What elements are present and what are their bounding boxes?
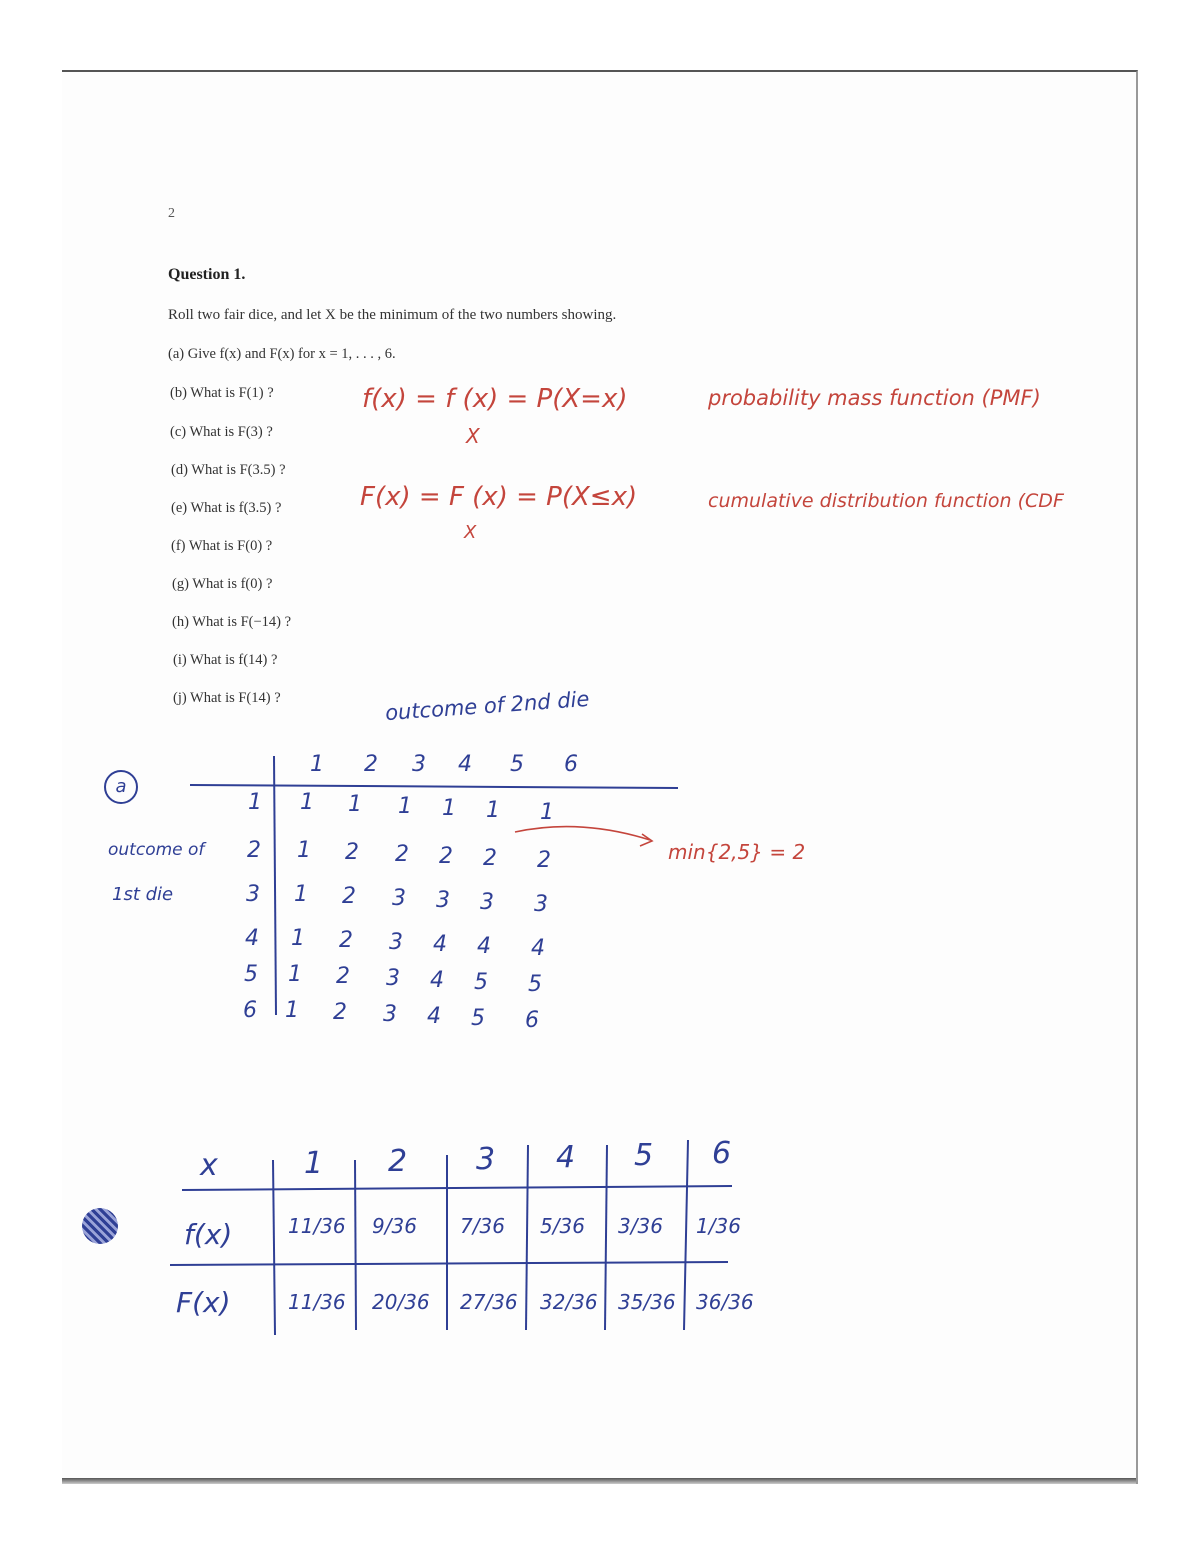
- grid-row-label: 6: [243, 998, 257, 1023]
- grid-cell: 1: [300, 790, 314, 815]
- grid-cell: 2: [395, 842, 409, 867]
- question-intro: Roll two fair dice, and let X be the minimum of the two numbers showing.: [168, 307, 617, 323]
- grid-cell: 2: [342, 884, 356, 909]
- row-header-title-1: outcome of: [108, 840, 205, 860]
- grid-cell: 2: [345, 840, 359, 865]
- part-j: (j) What is F(14) ?: [173, 690, 281, 706]
- dist-x-value: 2: [388, 1144, 408, 1179]
- grid-cell: 4: [433, 932, 447, 957]
- grid-cell: 1: [297, 838, 311, 863]
- col-header: 4: [458, 752, 472, 777]
- col-header: 6: [564, 752, 578, 777]
- part-i: (i) What is f(14) ?: [173, 652, 278, 668]
- question-title: Question 1.: [168, 266, 246, 283]
- grid-row-label: 1: [248, 790, 262, 815]
- dist-x-value: 4: [556, 1140, 576, 1175]
- grid-cell: 2: [537, 848, 551, 873]
- grid-row-label: 4: [245, 926, 259, 951]
- grid-cell: 1: [398, 794, 412, 819]
- cdf-subscript: X: [464, 522, 477, 543]
- dist-F-value: 35/36: [618, 1290, 676, 1314]
- dist-F-value: 11/36: [288, 1290, 346, 1314]
- grid-cell: 1: [294, 882, 308, 907]
- grid-row-label: 2: [247, 838, 261, 863]
- dist-x-value: 5: [634, 1138, 654, 1173]
- grid-cell: 3: [389, 930, 403, 955]
- dist-f-label: f(x): [184, 1218, 233, 1251]
- dist-f-value: 3/36: [618, 1214, 663, 1238]
- cdf-formula: F(x) = F (x) = P(X≤x): [360, 482, 638, 512]
- grid-cell: 5: [474, 970, 488, 995]
- part-a-circle-label: a: [104, 770, 138, 804]
- grid-cell: 4: [430, 968, 444, 993]
- grid-cell: 5: [528, 972, 542, 997]
- pmf-label: probability mass function (PMF): [708, 386, 1041, 410]
- grid-cell: 1: [486, 798, 500, 823]
- part-b: (b) What is F(1) ?: [170, 385, 274, 401]
- col-header: 5: [510, 752, 524, 777]
- cdf-label: cumulative distribution function (CDF: [708, 490, 1064, 512]
- part-h: (h) What is F(−14) ?: [172, 614, 292, 630]
- page-number: 2: [168, 206, 175, 221]
- grid-cell: 6: [525, 1008, 539, 1033]
- grid-cell: 1: [285, 998, 299, 1023]
- part-f: (f) What is F(0) ?: [171, 538, 273, 554]
- col-header: 3: [412, 752, 426, 777]
- grid-row-label: 3: [246, 882, 260, 907]
- grid-cell: 3: [383, 1002, 397, 1027]
- col-header: 1: [310, 752, 324, 777]
- dist-f-value: 5/36: [540, 1214, 585, 1238]
- part-e: (e) What is f(3.5) ?: [171, 500, 282, 516]
- dist-f-value: 11/36: [288, 1214, 346, 1238]
- col-header: 2: [364, 752, 378, 777]
- grid-cell: 1: [540, 800, 554, 825]
- grid-cell: 2: [333, 1000, 347, 1025]
- grid-cell: 4: [477, 934, 491, 959]
- grid-cell: 5: [471, 1006, 485, 1031]
- dist-f-value: 9/36: [372, 1214, 417, 1238]
- dist-x-value: 6: [712, 1136, 732, 1171]
- grid-cell: 3: [386, 966, 400, 991]
- grid-cell: 3: [534, 892, 548, 917]
- part-c: (c) What is F(3) ?: [170, 424, 273, 440]
- grid-cell: 4: [427, 1004, 441, 1029]
- grid-cell: 4: [531, 936, 545, 961]
- dist-f-value: 1/36: [696, 1214, 741, 1238]
- dist-f-value: 7/36: [460, 1214, 505, 1238]
- grid-cell: 1: [442, 796, 456, 821]
- dist-x-value: 3: [476, 1142, 496, 1177]
- part-d: (d) What is F(3.5) ?: [171, 462, 286, 478]
- dist-F-value: 27/36: [460, 1290, 518, 1314]
- dist-F-value: 32/36: [540, 1290, 598, 1314]
- row-header-title-2: 1st die: [112, 884, 174, 905]
- part-g: (g) What is f(0) ?: [172, 576, 273, 592]
- grid-row-label: 5: [244, 962, 258, 987]
- grid-cell: 1: [288, 962, 302, 987]
- grid-cell: 2: [339, 928, 353, 953]
- part-a: (a) Give f(x) and F(x) for x = 1, . . . , 6.: [168, 346, 396, 362]
- dist-F-value: 20/36: [372, 1290, 430, 1314]
- grid-cell: 3: [436, 888, 450, 913]
- dist-F-label: F(x): [176, 1286, 231, 1319]
- grid-cell: 2: [483, 846, 497, 871]
- dist-x-value: 1: [304, 1146, 324, 1181]
- dist-F-value: 36/36: [696, 1290, 754, 1314]
- grid-cell: 1: [348, 792, 362, 817]
- dist-x-label: x: [200, 1148, 218, 1183]
- grid-cell: 3: [392, 886, 406, 911]
- col-header-title: outcome of 2nd die: [384, 686, 591, 726]
- pmf-subscript: X: [466, 424, 480, 448]
- grid-cell: 2: [439, 844, 453, 869]
- grid-cell: 3: [480, 890, 494, 915]
- pmf-formula: f(x) = f (x) = P(X=x): [362, 384, 628, 414]
- min-annotation: min{2,5} = 2: [668, 840, 806, 864]
- grid-cell: 2: [336, 964, 350, 989]
- grid-cell: 1: [291, 926, 305, 951]
